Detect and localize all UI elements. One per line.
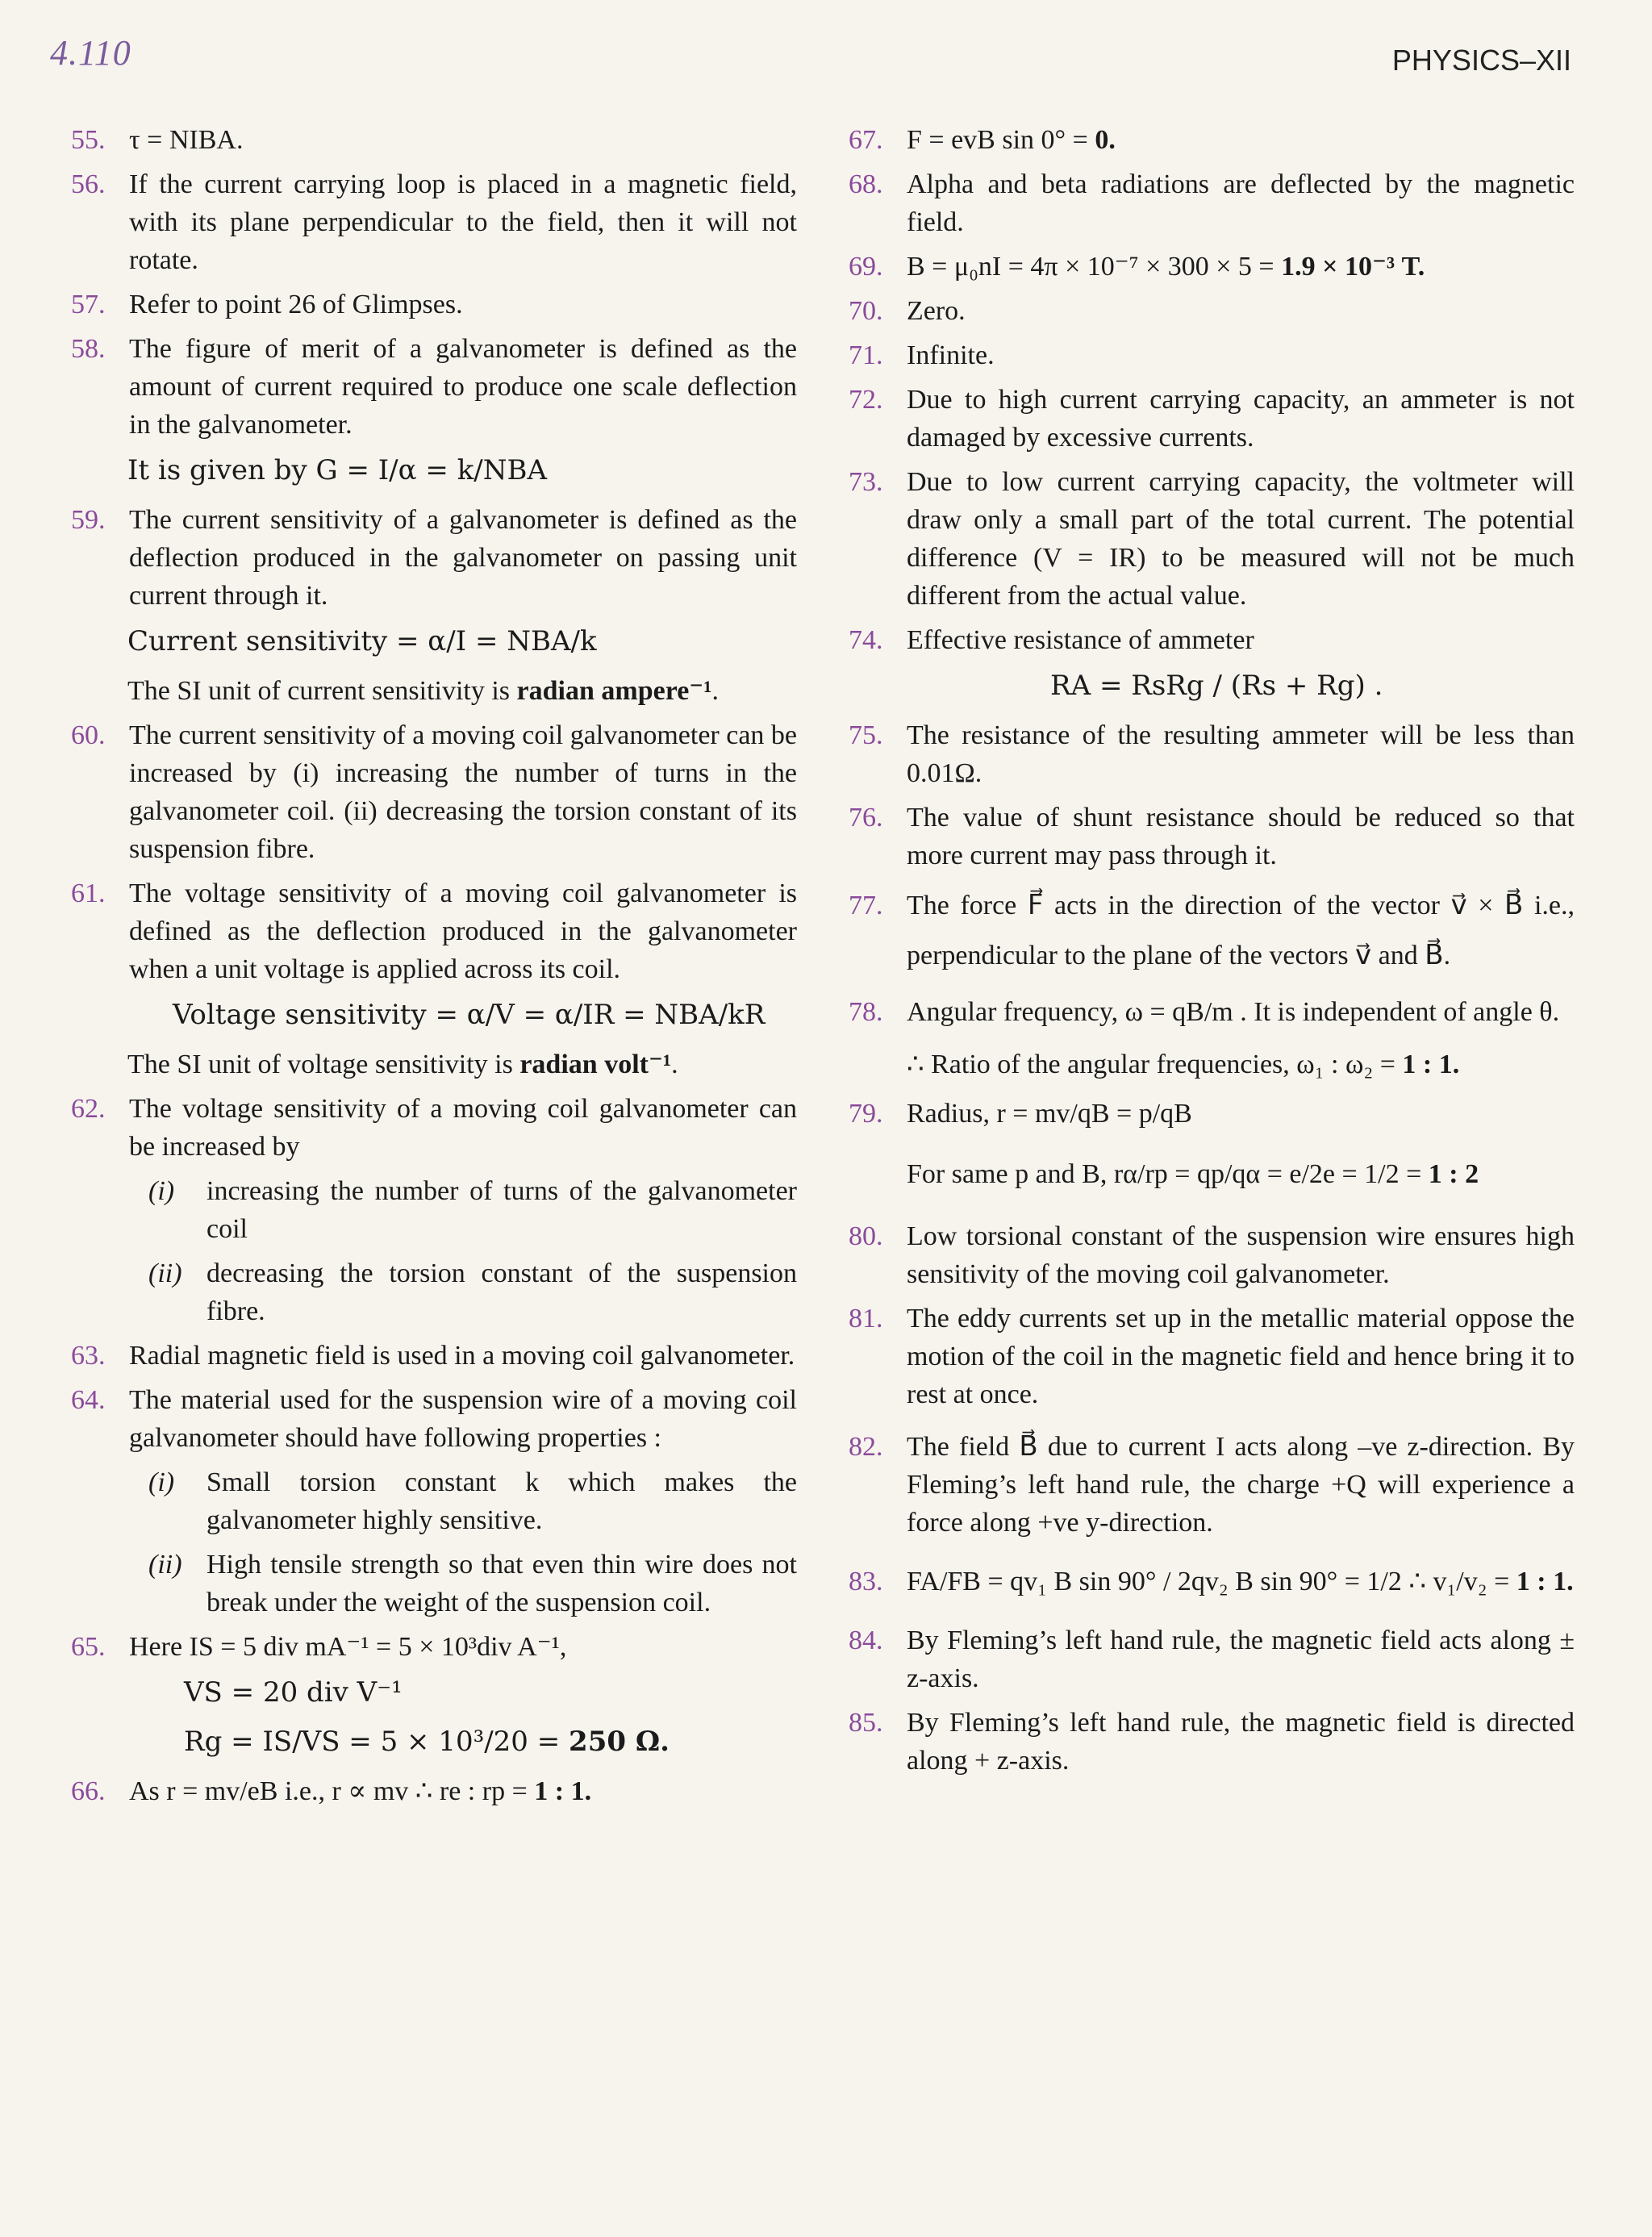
answer-text: Low torsional constant of the suspension wire ensures high sensitivity of the moving coil galvanometer.: [907, 1221, 1575, 1289]
answer-text: τ = NIBA.: [129, 125, 244, 155]
left-column: [71, 121, 797, 1817]
answer-number: 78.: [849, 997, 883, 1027]
answer-number: 79.: [849, 1099, 883, 1129]
answer-number: 64.: [71, 1385, 106, 1415]
answer-text: The field B⃗ due to current I acts along –ve z-direction. By Fleming’s left hand rule, the charge +Q will experience a force along +ve y-direction.: [907, 1432, 1575, 1538]
answer-number: 62.: [71, 1094, 106, 1124]
answer-number: 60.: [71, 720, 106, 750]
angular-frequency-ratio: [907, 1045, 1575, 1083]
answer-text: If the current carrying loop is placed in a magnetic field, with its plane perpendicular to the field, then it will not rotate.: [129, 169, 797, 275]
sub-text: increasing the number of turns of the galvanometer coil: [206, 1176, 797, 1244]
answer-57: [71, 286, 797, 323]
sub-label: (i): [148, 1176, 175, 1206]
answer-text: B = μ₀nI = 4π × 10⁻⁷ × 300 × 5 =: [907, 252, 1282, 282]
answer-64: [71, 1381, 797, 1457]
answer-text: Here IS = 5 div mA⁻¹ = 5 × 10³div A⁻¹,: [129, 1632, 567, 1662]
answer-73: [849, 463, 1575, 615]
rg-result: 250 Ω.: [569, 1726, 670, 1758]
answer-number: 66.: [71, 1776, 106, 1806]
answer-text: The current sensitivity of a moving coil galvanometer can be increased by (i) increasing the number of turns in the galvanometer coil. (ii) decreasing the torsion constant of its suspension fibre.: [129, 720, 798, 864]
ratio-result: 1 : 1.: [1402, 1050, 1460, 1079]
answer-text: Due to high current carrying capacity, an ammeter is not damaged by excessive currents.: [907, 385, 1575, 453]
answer-number: 73.: [849, 467, 883, 497]
figure-of-merit-formula: It is given by G = I/α = k/NBA: [127, 454, 548, 486]
answer-text: The value of shunt resistance should be reduced so that more current may pass through it.: [907, 803, 1575, 870]
answer-number: 67.: [849, 125, 883, 155]
sub-item: [148, 1463, 797, 1539]
answer-text: The voltage sensitivity of a moving coil galvanometer can be increased by: [129, 1094, 797, 1162]
answer-number: 71.: [849, 340, 883, 370]
current-sensitivity-formula: Current sensitivity = α/I = NBA/k: [127, 625, 597, 657]
subject-header: PHYSICS–XII: [1391, 44, 1571, 77]
current-sensitivity-unit: [127, 672, 797, 710]
answer-number: 68.: [849, 169, 883, 199]
answer-78: [849, 987, 1575, 1037]
answer-number: 61.: [71, 879, 106, 908]
sub-text: Small torsion constant k which makes the galvanometer highly sensitive.: [206, 1467, 797, 1535]
answer-text: The voltage sensitivity of a moving coil galvanometer is defined as the deflection produced in the galvanometer when a unit voltage is applied across its coil.: [129, 879, 797, 984]
answer-69: [849, 248, 1575, 286]
answer-text: Zero.: [907, 296, 966, 326]
ratio-result: 1 : 2: [1428, 1159, 1479, 1189]
voltage-sensitivity-formula: Voltage sensitivity = α/V = α/IR = NBA/kR: [173, 999, 766, 1031]
answer-70: [849, 292, 1575, 330]
answer-84: [849, 1621, 1575, 1697]
ratio-prefix: ∴ Ratio of the angular frequencies, ω₁ : ω₂ =: [907, 1050, 1403, 1079]
answer-bold: 1 : 1.: [534, 1776, 592, 1806]
answer-bold: 0.: [1095, 125, 1116, 155]
unit-suffix: .: [711, 676, 719, 706]
answer-55: [71, 121, 797, 159]
answer-81: [849, 1300, 1575, 1413]
page-number: 4.110: [50, 33, 131, 73]
answer-79: [849, 1095, 1575, 1133]
answer-number: 56.: [71, 169, 106, 199]
answer-text: The force F⃗ acts in the direction of the vector v⃗ × B⃗ i.e., perpendicular to the plane of the vectors v⃗ and B⃗.: [907, 891, 1575, 970]
answer-number: 77.: [849, 891, 883, 920]
answer-text: Radius, r = mv/qB = p/qB: [907, 1099, 1192, 1129]
answer-number: 72.: [849, 385, 883, 415]
answer-83: [849, 1563, 1575, 1601]
sub-label: (i): [148, 1467, 175, 1497]
answer-number: 85.: [849, 1708, 883, 1738]
answer-text: By Fleming’s left hand rule, the magnetic field acts along ± z-axis.: [907, 1626, 1575, 1693]
answer-77: [849, 881, 1575, 981]
sub-item: [148, 1254, 797, 1330]
rg-calculation: [184, 1723, 797, 1761]
answer-72: [849, 381, 1575, 457]
answer-number: 63.: [71, 1341, 106, 1371]
answer-text: Due to low current carrying capacity, the voltmeter will draw only a small part of the total current. The potential difference (V = IR) to be measured will not be much different from the actual value.: [907, 467, 1575, 611]
answer-number: 75.: [849, 720, 883, 750]
answer-text: Effective resistance of ammeter: [907, 625, 1254, 655]
sub-label: (ii): [148, 1258, 182, 1288]
sub-label: (ii): [148, 1550, 182, 1580]
unit-bold: radian volt⁻¹: [519, 1050, 672, 1079]
answer-bold: 1 : 1.: [1516, 1567, 1574, 1596]
answer-58: [71, 330, 797, 444]
answer-56: [71, 165, 797, 279]
answer-text: Alpha and beta radiations are deflected by the magnetic field.: [907, 169, 1575, 237]
answer-text: The resistance of the resulting ammeter will be less than 0.01Ω.: [907, 720, 1575, 788]
answer-68: [849, 165, 1575, 241]
answer-number: 58.: [71, 334, 106, 364]
answer-67: [849, 121, 1575, 159]
answer-number: 84.: [849, 1626, 883, 1655]
answer-63: [71, 1337, 797, 1375]
sub-text: decreasing the torsion constant of the suspension fibre.: [206, 1258, 797, 1326]
answer-66: [71, 1772, 797, 1810]
answer-80: [849, 1217, 1575, 1293]
answer-text: The current sensitivity of a galvanometer is defined as the deflection produced in the galvanometer on passing unit current through it.: [129, 505, 797, 611]
answer-74: [849, 621, 1575, 659]
answer-text: As r = mv/eB i.e., r ∝ mv ∴ re : rp =: [129, 1776, 535, 1806]
answer-number: 65.: [71, 1632, 106, 1662]
answer-number: 82.: [849, 1432, 883, 1462]
answer-text: Infinite.: [907, 340, 995, 370]
answer-82: [849, 1428, 1575, 1542]
unit-bold: radian ampere⁻¹: [516, 676, 712, 706]
unit-suffix: .: [671, 1050, 678, 1079]
unit-prefix: The SI unit of voltage sensitivity is: [127, 1050, 520, 1079]
answer-71: [849, 336, 1575, 374]
answer-text: The eddy currents set up in the metallic material oppose the motion of the coil in the magnetic field and hence bring it to rest at once.: [907, 1304, 1575, 1409]
ratio-prefix: For same p and B, rα/rp = qp/qα = e/2e = 1/2 =: [907, 1159, 1429, 1189]
answer-85: [849, 1704, 1575, 1780]
sub-text: High tensile strength so that even thin wire does not break under the weight of the suspension coil.: [206, 1550, 797, 1617]
answer-number: 81.: [849, 1304, 883, 1333]
answer-text: By Fleming’s left hand rule, the magnetic field is directed along + z-axis.: [907, 1708, 1575, 1776]
unit-prefix: The SI unit of current sensitivity is: [127, 676, 517, 706]
answer-text: Angular frequency, ω = qB/m . It is independent of angle θ.: [907, 997, 1560, 1027]
answer-number: 57.: [71, 290, 106, 319]
answer-text: FA/FB = qv₁ B sin 90° / 2qv₂ B sin 90° = 1/2 ∴ v₁/v₂ =: [907, 1567, 1516, 1596]
answer-number: 74.: [849, 625, 883, 655]
answer-number: 69.: [849, 252, 883, 282]
answer-number: 70.: [849, 296, 883, 326]
answer-65: [71, 1628, 797, 1666]
right-column: [849, 121, 1575, 1786]
answer-number: 76.: [849, 803, 883, 833]
sub-item: [148, 1172, 797, 1248]
answer-62: [71, 1090, 797, 1166]
answer-61: [71, 874, 797, 988]
answer-bold: 1.9 × 10⁻³ T.: [1281, 252, 1425, 282]
sub-item: [148, 1546, 797, 1621]
answer-text: The figure of merit of a galvanometer is defined as the amount of current required to produce one scale deflection in the galvanometer.: [129, 334, 797, 440]
radius-ratio: [907, 1155, 1575, 1193]
vs-value: VS = 20 div V⁻¹: [184, 1676, 403, 1709]
answer-60: [71, 716, 797, 868]
voltage-sensitivity-unit: [127, 1045, 797, 1083]
answer-number: 83.: [849, 1567, 883, 1596]
answer-text: Radial magnetic field is used in a moving coil galvanometer.: [129, 1341, 795, 1371]
answer-76: [849, 799, 1575, 874]
answer-text: The material used for the suspension wire of a moving coil galvanometer should have following properties :: [129, 1385, 797, 1453]
answer-number: 80.: [849, 1221, 883, 1251]
answer-59: [71, 501, 797, 615]
answer-number: 59.: [71, 505, 106, 535]
answer-75: [849, 716, 1575, 792]
answer-number: 55.: [71, 125, 106, 155]
ammeter-resistance-formula: RA = RsRg / (Rs + Rg) .: [1050, 670, 1383, 702]
answer-text: Refer to point 26 of Glimpses.: [129, 290, 463, 319]
answer-text: F = evB sin 0° =: [907, 125, 1095, 155]
rg-expression: Rg = IS/VS = 5 × 10³/20 =: [184, 1726, 569, 1758]
